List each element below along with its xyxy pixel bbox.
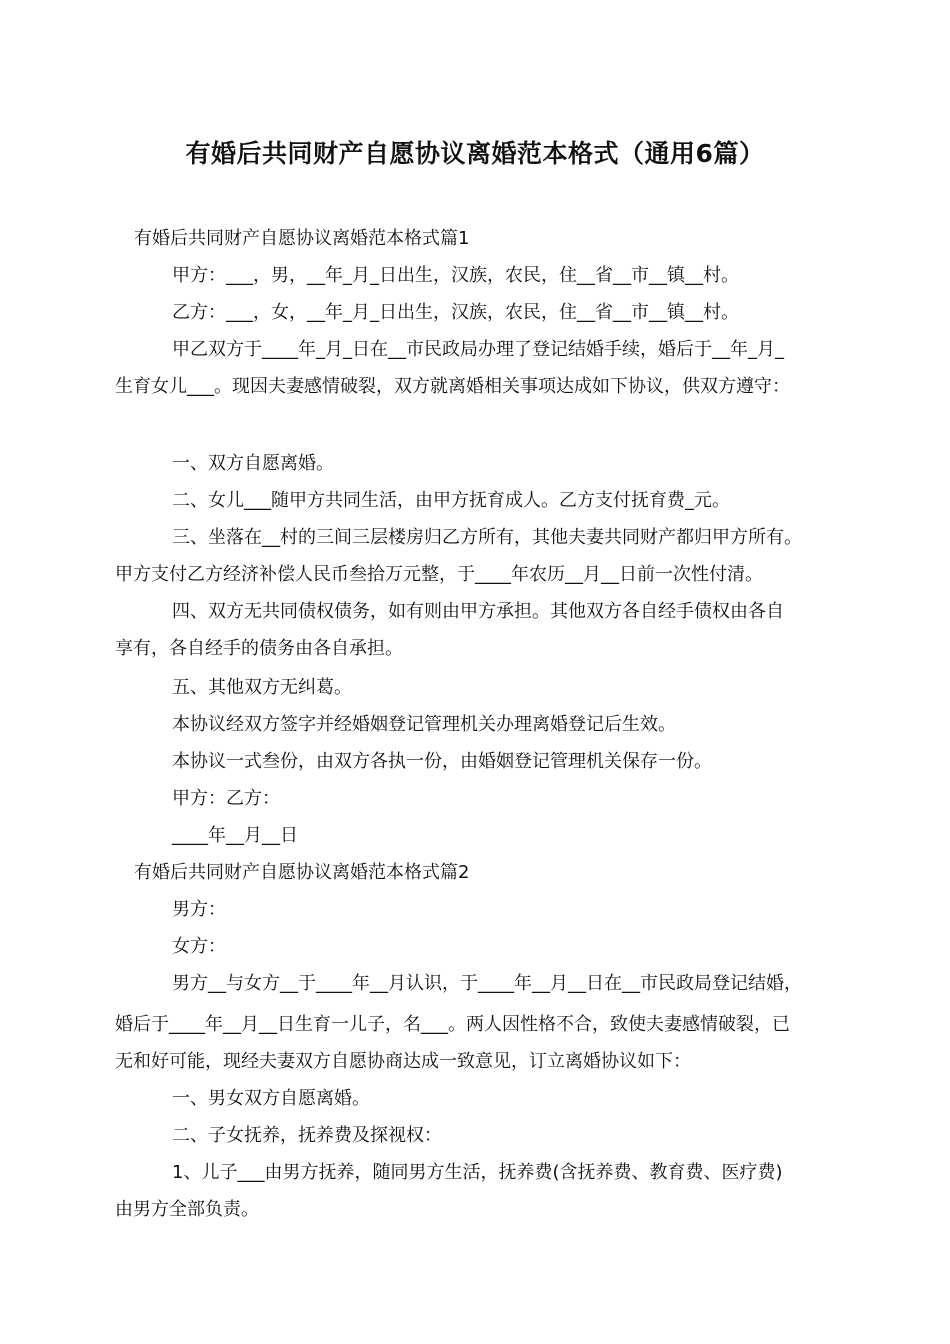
clause-line: 五、其他双方无纠葛。 xyxy=(172,677,352,698)
section-heading-1: 有婚后共同财产自愿协议离婚范本格式篇1 xyxy=(134,228,470,249)
woman-party-line: 女方： xyxy=(172,936,226,957)
clause-line: 二、女儿___随甲方共同生活，由甲方抚育成人。乙方支付抚育费_元。 xyxy=(172,490,730,511)
clause-line: 一、男女双方自愿离婚。 xyxy=(172,1088,370,1109)
document-title: 有婚后共同财产自愿协议离婚范本格式（通用6篇） xyxy=(185,139,765,168)
signature-line: 甲方：乙方： xyxy=(172,788,280,809)
section-heading-2: 有婚后共同财产自愿协议离婚范本格式篇2 xyxy=(134,862,470,883)
clause-line: 一、双方自愿离婚。 xyxy=(172,453,334,474)
clause-line: 1、儿子___由男方抚养，随同男方生活，抚养费(含抚养费、教育费、医疗费) xyxy=(172,1162,783,1183)
paragraph-line: 男方__与女方__于____年__月认识，于____年__月__日在__市民政局登记结婚， xyxy=(172,973,802,994)
clause-line: 本协议经双方签字并经婚姻登记管理机关办理离婚登记后生效。 xyxy=(172,714,676,735)
paragraph-line: 无和好可能，现经夫妻双方自愿协商达成一致意见，订立离婚协议如下： xyxy=(115,1051,691,1072)
paragraph-line: 甲乙双方于____年_月_日在__市民政局办理了登记结婚手续，婚后于__年_月_ xyxy=(172,339,784,360)
clause-line: 由男方全部负责。 xyxy=(115,1199,259,1220)
paragraph-line: 婚后于____年__月__日生育一儿子，名___。两人因性格不合，致使夫妻感情破裂，已 xyxy=(115,1014,790,1035)
clause-line: 享有，各自经手的债务由各自承担。 xyxy=(115,638,403,659)
man-party-line: 男方： xyxy=(172,899,226,920)
party-a-line: 甲方：___，男，__年_月_日出生，汉族，农民，住__省__市__镇__村。 xyxy=(172,265,739,286)
clause-line: 四、双方无共同债权债务，如有则由甲方承担。其他双方各自经手债权由各自 xyxy=(172,601,784,622)
clause-line: 甲方支付乙方经济补偿人民币叁拾万元整，于____年农历__月__日前一次性付清。 xyxy=(115,564,763,585)
clause-line: 本协议一式叁份，由双方各执一份，由婚姻登记管理机关保存一份。 xyxy=(172,751,712,772)
date-line: ____年__月__日 xyxy=(172,825,298,846)
clause-line: 二、子女抚养，抚养费及探视权： xyxy=(172,1125,442,1146)
party-b-line: 乙方：___，女，__年_月_日出生，汉族，农民，住__省__市__镇__村。 xyxy=(172,302,739,323)
clause-line: 三、坐落在__村的三间三层楼房归乙方所有，其他夫妻共同财产都归甲方所有。 xyxy=(172,527,802,548)
paragraph-line: 生育女儿___。现因夫妻感情破裂，双方就离婚相关事项达成如下协议，供双方遵守： xyxy=(115,376,790,397)
